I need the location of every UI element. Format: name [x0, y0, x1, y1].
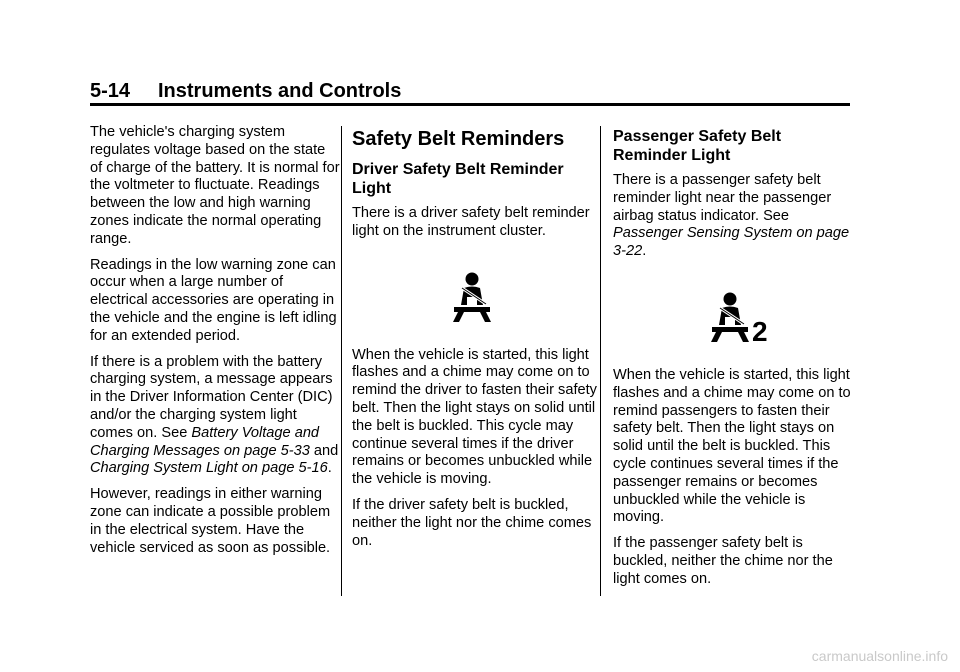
header-rule — [90, 103, 850, 106]
column-passenger-reminder — [613, 127, 858, 597]
paragraph: Readings in the low warning zone can occur when a large number of electrical accessories are operating in the vehicle and the engine is left idling for an extended period. — [90, 256, 337, 344]
subsection-heading: Passenger Safety Belt Reminder Light — [613, 128, 782, 164]
subsection-heading: Driver Safety Belt Reminder Light — [352, 161, 564, 197]
paragraph: When the vehicle is started, this light flashes and a chime may come on to remind passengers to fasten their safety belt. Then the light stays on solid until the belt is buckled. This cycle continues several times if the passenger remains or becomes unbuckled while the vehicle is moving. — [613, 366, 851, 526]
column-driver-reminder — [352, 128, 597, 558]
paragraph: When the vehicle is started, this light flashes and a chime may come on to remind the driver to fasten their safety belt. Then the light stays on solid until the belt is buckled. This cycle may continue several times if the driver remains or becomes unbuckled while the vehicle is moving. — [352, 346, 597, 488]
passenger-seat-number: 2 — [752, 315, 768, 343]
paragraph: If the driver safety belt is buckled, neither the light nor the chime comes on. — [352, 496, 592, 549]
paragraph: However, readings in either warning zone can indicate a possible problem in the electrical system. Have the vehicle serviced as soon as possible. — [90, 486, 331, 556]
page-header — [90, 80, 401, 103]
paragraph: If the passenger safety belt is buckled, neither the chime nor the light comes on. — [613, 535, 833, 587]
cross-reference-link[interactable]: Battery Voltage and Charging Messages on page 5-33 — [90, 424, 320, 459]
section-title: Instruments and Controls — [158, 80, 402, 102]
paragraph: The vehicle's charging system regulates voltage based on the state of charge of the battery. It is normal for the voltmeter to fluctuate. Readings between the low and high warning zones indicate the normal operating range. — [90, 124, 340, 247]
paragraph — [90, 354, 340, 479]
paragraph-text: If there is a problem with the battery charging system, a message appears in the Driver Information Center (DIC) and/or the charging system light comes on. See — [90, 353, 333, 441]
cross-reference-link[interactable]: Charging System Light on page 5-16 — [90, 460, 328, 477]
paragraph-text: and — [309, 442, 339, 459]
paragraph-text: There is a passenger safety belt reminder light near the passenger airbag status indicator. See — [613, 172, 832, 224]
passenger-seatbelt-reminder-icon — [708, 291, 778, 343]
section-heading: Safety Belt Reminders — [352, 128, 565, 150]
paragraph — [613, 172, 858, 261]
paragraph-text: . — [327, 460, 332, 477]
seatbelt-reminder-icon — [450, 271, 494, 323]
cross-reference-link[interactable]: Passenger Sensing System on page 3-22 — [613, 225, 850, 260]
paragraph: There is a driver safety belt reminder light on the instrument cluster. — [352, 205, 590, 239]
column-divider — [341, 126, 342, 596]
watermark: carmanualsonline.info — [811, 648, 948, 664]
column-voltmeter — [90, 124, 340, 565]
column-divider — [600, 126, 601, 596]
paragraph-text: . — [642, 243, 647, 260]
page-number: 5-14 — [90, 80, 131, 102]
